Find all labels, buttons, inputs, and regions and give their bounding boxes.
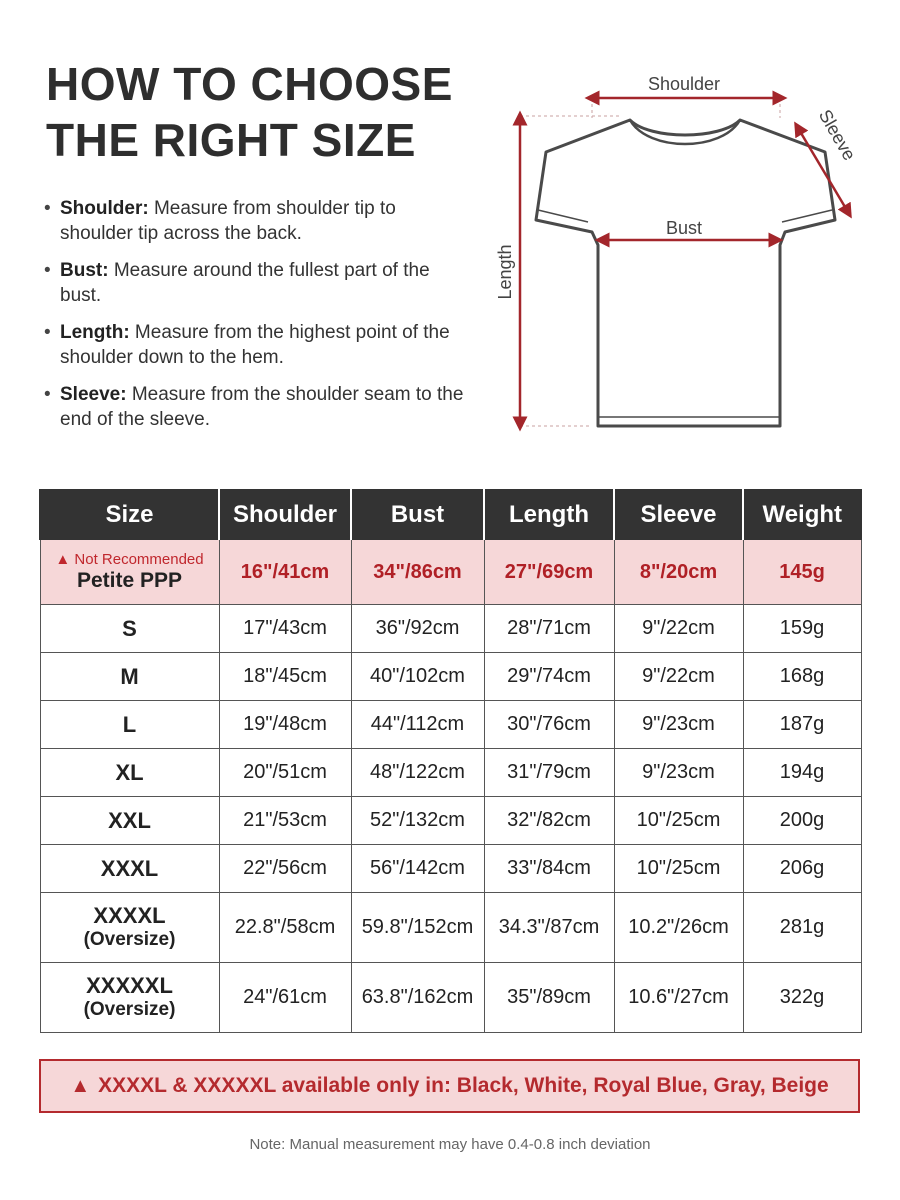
sleeve-cell: 9"/23cm [614,701,743,749]
weight-cell: 194g [743,749,861,797]
table-header-row [40,490,861,540]
length-cell: 28"/71cm [484,605,614,653]
not-recommended-warning [41,551,219,569]
length-label: Length [495,244,515,300]
size-cell: XXXL [40,845,219,893]
tshirt-outline-icon [536,120,835,426]
bust-cell: 59.8"/152cm [351,893,484,963]
table-row [40,701,861,749]
shoulder-cell: 24"/61cm [219,963,351,1033]
definition-sleeve [44,382,464,432]
bust-cell: 40"/102cm [351,653,484,701]
size-name: XXXXL [93,902,166,928]
definition-term: Length: [60,322,130,343]
definition-length [44,320,464,370]
bust-cell: 63.8"/162cm [351,963,484,1033]
size-cell [40,963,219,1033]
size-cell: XL [40,749,219,797]
shoulder-cell: 19"/48cm [219,701,351,749]
shoulder-cell: 18"/45cm [219,653,351,701]
size-cell: S [40,605,219,653]
sleeve-cell: 8"/20cm [614,540,743,605]
shoulder-cell: 17"/43cm [219,605,351,653]
definition-text: Measure from shoulder tip to shoulder tip across the back. [60,198,396,244]
header-weight: Weight [743,490,861,540]
definition-bust [44,258,464,308]
availability-notice-text: XXXXL & XXXXXL available only in: Black, White, Royal Blue, Gray, Beige [98,1074,829,1097]
definition-text: Measure from the shoulder seam to the end of the sleeve. [60,384,464,430]
weight-cell: 281g [743,893,861,963]
availability-notice [39,1059,860,1113]
table-row [40,605,861,653]
shoulder-cell: 22"/56cm [219,845,351,893]
weight-cell: 145g [743,540,861,605]
sleeve-cell: 9"/22cm [614,653,743,701]
header-shoulder: Shoulder [219,490,351,540]
weight-cell: 322g [743,963,861,1033]
bust-label: Bust [665,218,703,238]
definition-text: Measure around the fullest part of the bust. [60,260,430,306]
table-row [40,893,861,963]
shoulder-cell: 22.8"/58cm [219,893,351,963]
definition-term: Sleeve: [60,384,127,405]
weight-cell: 200g [743,797,861,845]
oversize-label: (Oversize) [83,928,176,950]
page-title-line-1: HOW TO CHOOSE [46,58,453,110]
oversize-label: (Oversize) [83,998,176,1020]
shoulder-cell: 20"/51cm [219,749,351,797]
bust-cell: 44"/112cm [351,701,484,749]
sleeve-cell: 10"/25cm [614,845,743,893]
measurement-definitions [44,196,464,444]
length-cell: 34.3"/87cm [484,893,614,963]
size-chart-table [39,489,862,1033]
bust-cell: 34"/86cm [351,540,484,605]
page-title-line-2: THE RIGHT SIZE [46,114,416,166]
definition-term: Shoulder: [60,198,149,219]
not-recommended-text: Not Recommended [74,551,204,568]
sleeve-cell: 10.2"/26cm [614,893,743,963]
warning-icon: ▲ [55,551,75,568]
sleeve-cell: 10.6"/27cm [614,963,743,1033]
weight-cell: 168g [743,653,861,701]
bust-cell: 56"/142cm [351,845,484,893]
size-cell [40,893,219,963]
weight-cell: 187g [743,701,861,749]
size-cell [40,540,219,605]
header-length: Length [484,490,614,540]
table-row-petite [40,540,861,605]
size-cell: XXL [40,797,219,845]
sleeve-cell: 9"/23cm [614,749,743,797]
shoulder-label: Shoulder [647,74,721,94]
measurement-note: Note: Manual measurement may have 0.4-0.8 inch deviation [249,1136,651,1153]
weight-cell: 206g [743,845,861,893]
length-cell: 30"/76cm [484,701,614,749]
definition-shoulder [44,196,464,246]
length-cell: 31"/79cm [484,749,614,797]
sleeve-label: Sleeve [814,106,860,164]
header-bust: Bust [351,490,484,540]
length-cell: 33"/84cm [484,845,614,893]
warning-icon: ▲ [70,1074,91,1097]
shoulder-cell: 16"/41cm [219,540,351,605]
size-name: XXXXXL [86,972,173,998]
table-row [40,797,861,845]
bust-cell: 48"/122cm [351,749,484,797]
tshirt-measurement-diagram [480,60,880,460]
size-cell: M [40,653,219,701]
size-name: Petite PPP [76,569,183,592]
bust-cell: 52"/132cm [351,797,484,845]
length-cell: 32"/82cm [484,797,614,845]
definition-text: Measure from the highest point of the shoulder down to the hem. [60,322,450,368]
sleeve-cell: 9"/22cm [614,605,743,653]
page-title [46,56,453,168]
table-row [40,845,861,893]
length-cell: 27"/69cm [484,540,614,605]
table-row [40,963,861,1033]
header-size: Size [40,490,219,540]
definition-term: Bust: [60,260,109,281]
sleeve-cell: 10"/25cm [614,797,743,845]
table-row [40,653,861,701]
table-row [40,749,861,797]
weight-cell: 159g [743,605,861,653]
length-cell: 35"/89cm [484,963,614,1033]
size-cell: L [40,701,219,749]
shoulder-cell: 21"/53cm [219,797,351,845]
length-cell: 29"/74cm [484,653,614,701]
bust-cell: 36"/92cm [351,605,484,653]
header-sleeve: Sleeve [614,490,743,540]
